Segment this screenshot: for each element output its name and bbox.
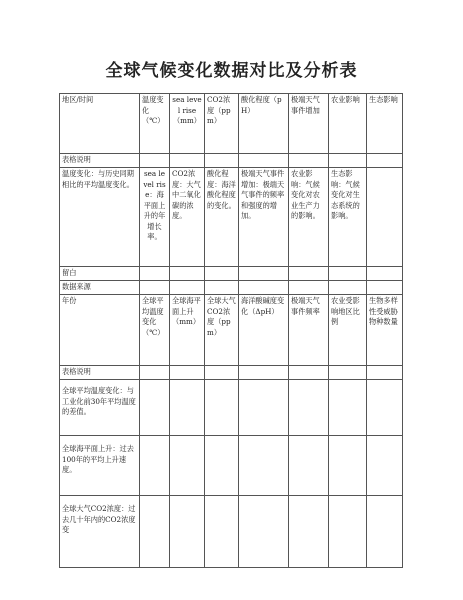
section-label: 表格说明 [60, 366, 140, 380]
section-label: 数据来源 [60, 281, 140, 295]
table-row [60, 168, 403, 267]
table-row [60, 154, 403, 168]
table-row [60, 436, 403, 496]
header-cell: 温度变化（℃） [140, 94, 170, 154]
header-cell: 海洋酸碱度变化（ΔpH） [239, 295, 289, 366]
table-row [60, 267, 403, 281]
header-cell: 全球海平面上升（mm） [170, 295, 205, 366]
note-cell: 全球平均温度变化：与工业化前30年平均温度的差值。 [60, 380, 140, 436]
header-cell: 全球平均温度变化（℃） [140, 295, 170, 366]
desc-cell: 温度变化：与历史同期相比的平均温度变化。 [60, 168, 140, 267]
header-cell: 生态影响 [367, 94, 403, 154]
header-cell: 农业影响 [329, 94, 367, 154]
header-cell: sea level rise（mm） [170, 94, 205, 154]
table-row [60, 94, 403, 154]
note-cell: 全球大气CO2浓度：过去几十年内的CO2浓度变 [60, 496, 140, 568]
note-cell: 全球海平面上升：过去100年的平均上升速度。 [60, 436, 140, 496]
header-cell: 农业受影响地区比例 [329, 295, 367, 366]
page-title: 全球气候变化数据对比及分析表 [105, 61, 358, 81]
header-cell: 生物多样性受威胁物种数量 [367, 295, 403, 366]
table-row [60, 380, 403, 436]
table-row [60, 366, 403, 380]
desc-cell: CO2浓度：大气中二氧化碳的浓度。 [170, 168, 205, 267]
table-row [60, 295, 403, 366]
section-label: 表格说明 [60, 154, 140, 168]
table-row [60, 281, 403, 295]
section-label: 留白 [60, 267, 140, 281]
desc-cell: 极端天气事件增加：极端天气事件的频率和强度的增加。 [239, 168, 289, 267]
desc-cell: 农业影响：气候变化对农业生产力的影响。 [289, 168, 329, 267]
desc-cell: 生态影响：气候变化对生态系统的影响。 [329, 168, 367, 267]
header-cell: 全球大气CO2浓度（ppm） [205, 295, 239, 366]
table-row [60, 496, 403, 568]
desc-cell: sea level rise：海平面上升的年增长率。 [140, 168, 170, 267]
desc-cell: 酸化程度：海洋酸化程度的变化。 [205, 168, 239, 267]
header-cell: 极端天气事件频率 [289, 295, 329, 366]
climate-data-table [59, 93, 403, 568]
header-cell: 酸化程度（pH） [239, 94, 289, 154]
header-cell: 地区/时间 [60, 94, 140, 154]
header-cell: CO2浓度（ppm） [205, 94, 239, 154]
header-cell: 年份 [60, 295, 140, 366]
header-cell: 极端天气事件增加 [289, 94, 329, 154]
